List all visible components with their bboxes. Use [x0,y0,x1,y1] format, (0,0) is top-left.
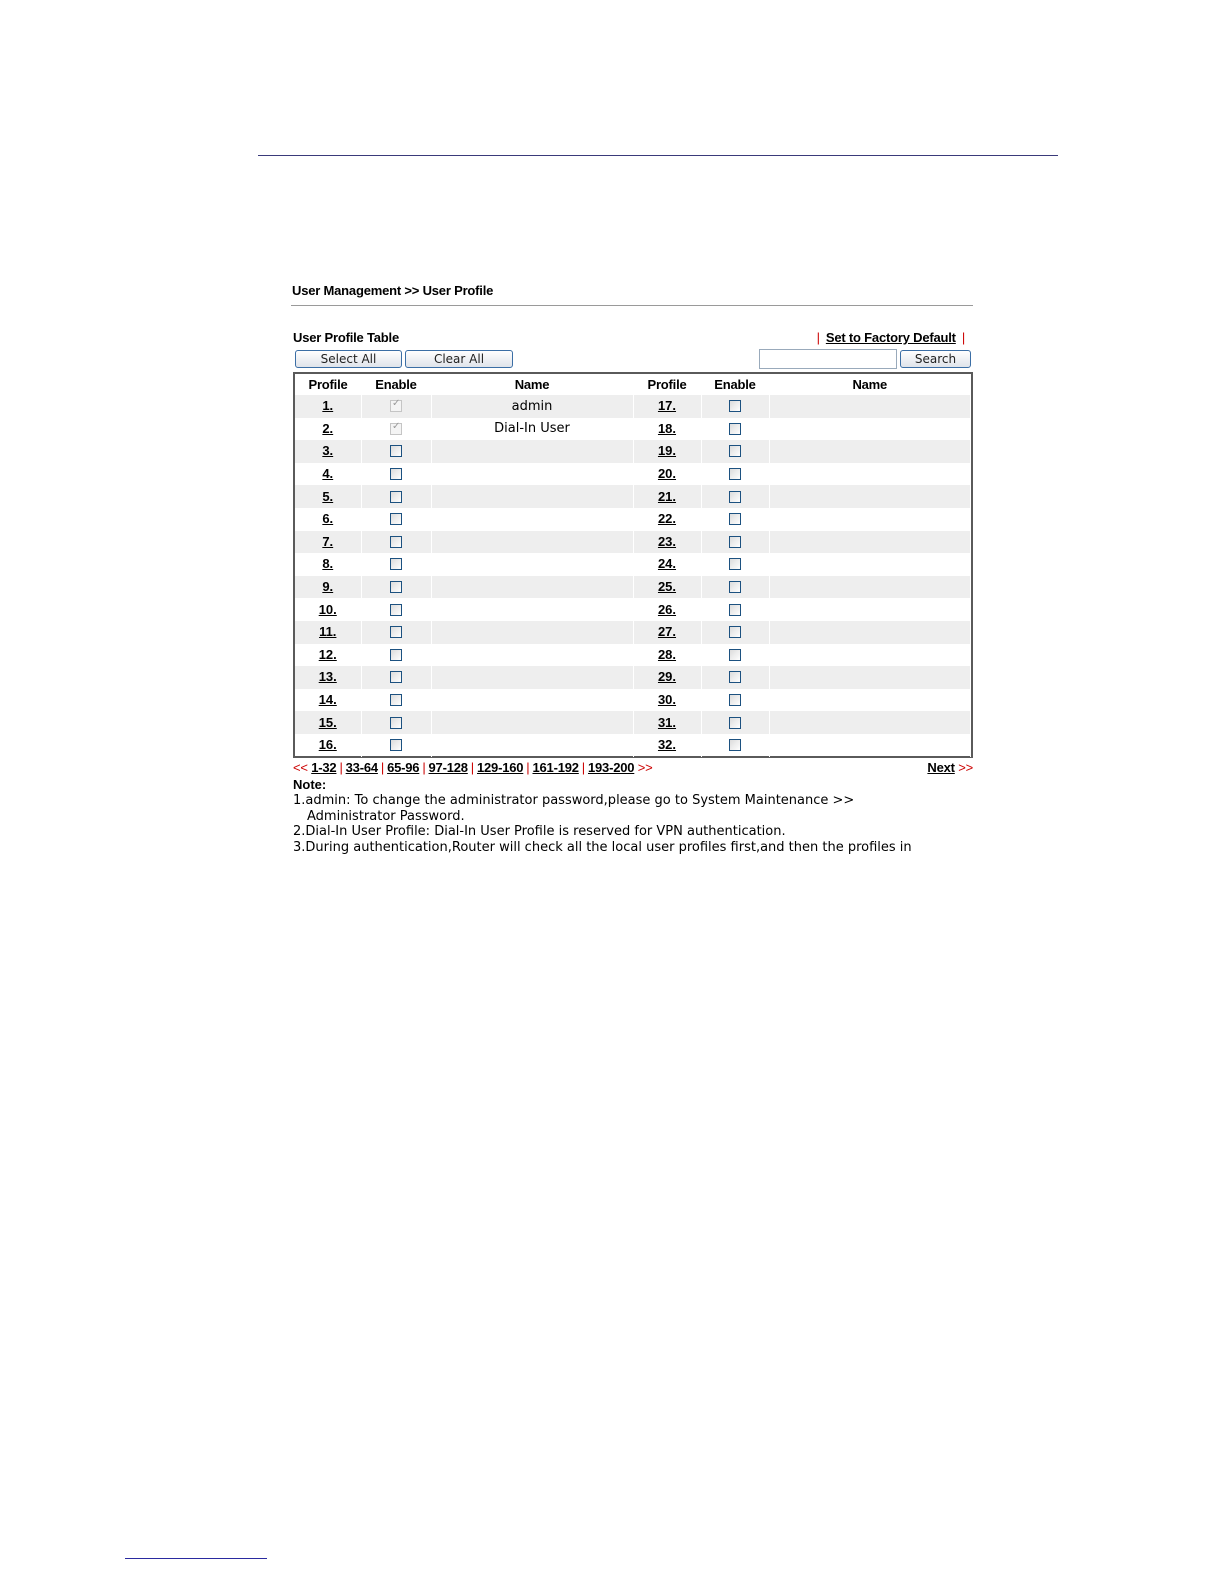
profile-link[interactable]: 31. [657,714,677,730]
breadcrumb: User Management >> User Profile [292,283,494,298]
table-row [295,531,971,554]
note-heading: Note: [293,777,327,792]
table-row [295,395,971,418]
profile-link[interactable]: 9. [322,579,334,595]
pager-prev-arrow: << [293,760,308,775]
note-line: 1.admin: To change the administrator password,please go to System Maintenance >> [293,793,855,808]
profile-index-cell [295,508,361,531]
profile-link[interactable]: 20. [657,466,677,482]
factory-default-area [811,330,971,345]
enable-cell [701,711,769,734]
separator: | [961,330,965,345]
enable-cell [701,531,769,554]
table-row [295,711,971,734]
profile-index-cell [295,621,361,644]
profile-index-cell [295,531,361,554]
profile-name-cell [431,689,633,712]
profile-link[interactable]: 29. [657,669,677,685]
profile-name-cell [769,734,971,757]
profile-link[interactable]: 15. [318,714,337,730]
table-row [295,440,971,463]
select-all-button[interactable]: Select All [295,350,402,368]
profile-name-cell [431,711,633,734]
enable-checkbox[interactable] [729,445,741,457]
profile-name-cell [769,418,971,441]
enable-cell [361,644,431,667]
page-link[interactable]: 1-32 [311,760,337,775]
profile-link[interactable]: 5. [322,488,334,504]
profile-index-cell [633,508,701,531]
enable-cell [361,689,431,712]
profile-index-cell [295,553,361,576]
profile-link[interactable]: 12. [318,646,337,662]
profile-link[interactable]: 32. [657,737,677,753]
profile-index-cell [633,440,701,463]
enable-cell [361,734,431,757]
enable-checkbox[interactable] [390,694,402,706]
enable-checkbox [390,400,402,412]
profile-link[interactable]: 4. [322,466,334,482]
table-row [295,621,971,644]
profile-index-cell [633,644,701,667]
enable-checkbox[interactable] [729,717,741,729]
profile-link[interactable]: 18. [657,420,677,436]
enable-cell [361,508,431,531]
profile-link[interactable]: 17. [657,398,677,414]
profile-link[interactable]: 30. [657,692,677,708]
enable-checkbox[interactable] [729,468,741,480]
enable-checkbox[interactable] [390,445,402,457]
table-row [295,508,971,531]
profile-name-cell: Dial-In User [431,418,633,441]
profile-index-cell [633,734,701,757]
profile-index-cell [633,711,701,734]
profile-index-cell [295,689,361,712]
profile-link[interactable]: 3. [322,443,334,459]
profile-index-cell [633,395,701,418]
profile-index-cell [633,531,701,554]
enable-cell [361,418,431,441]
profile-name-cell [431,440,633,463]
enable-checkbox[interactable] [729,536,741,548]
column-header-enable: Enable [714,377,756,392]
enable-checkbox[interactable] [390,558,402,570]
clear-all-button[interactable]: Clear All [405,350,513,368]
enable-checkbox[interactable] [729,513,741,525]
profile-index-cell [295,440,361,463]
enable-cell [701,689,769,712]
enable-cell [701,508,769,531]
table-header-row [295,374,971,395]
enable-cell [361,711,431,734]
separator: | [816,330,820,345]
search-button[interactable]: Search [900,350,971,368]
profile-link[interactable]: 8. [322,556,334,572]
profile-name-cell [431,644,633,667]
enable-checkbox[interactable] [390,581,402,593]
page-link[interactable]: 65-96 [387,760,420,775]
profile-link[interactable]: 6. [322,511,334,527]
note-line: 3.During authentication,Router will check all the local user profiles first,and then the profiles in [293,839,912,855]
profile-link[interactable]: 2. [322,420,334,436]
column-header-profile: Profile [647,377,687,392]
profile-link[interactable]: 22. [657,511,677,527]
enable-cell [361,485,431,508]
enable-checkbox[interactable] [390,513,402,525]
profile-index-cell [633,485,701,508]
column-header-profile: Profile [308,377,348,392]
note-line: Administrator Password. [307,808,465,824]
enable-cell [701,576,769,599]
enable-checkbox[interactable] [390,739,402,751]
page-link[interactable]: 161-192 [532,760,579,775]
profile-index-cell [295,598,361,621]
profile-index-cell [633,553,701,576]
next-page-link[interactable]: Next [927,760,955,775]
profile-name-cell [769,711,971,734]
profile-name-cell [431,621,633,644]
profile-link[interactable]: 16. [318,737,337,753]
profile-name-cell [769,463,971,486]
enable-cell [361,621,431,644]
profile-index-cell [295,395,361,418]
profile-link[interactable]: 11. [319,624,337,640]
page-link[interactable]: 193-200 [587,760,635,775]
enable-checkbox[interactable] [729,671,741,683]
pagination: << 1-32 | 33-64 | 65-96 | 97-128 | 129-160 | 161-192 | 193-200 >> Next >> [293,760,973,775]
pager-more-arrow: >> [637,760,653,775]
page-link[interactable]: 97-128 [428,760,468,775]
enable-checkbox[interactable] [390,671,402,683]
profile-index-cell [295,463,361,486]
factory-default-link[interactable]: Set to Factory Default [825,330,956,345]
enable-cell [361,666,431,689]
enable-cell [701,666,769,689]
enable-checkbox[interactable] [729,423,741,435]
profile-name-cell [769,689,971,712]
profile-link[interactable]: 26. [657,601,677,617]
enable-cell [701,485,769,508]
profile-index-cell [633,689,701,712]
table-row [295,689,971,712]
profile-index-cell [295,644,361,667]
profile-name-cell [431,666,633,689]
profile-link[interactable]: 14. [318,692,337,708]
enable-checkbox[interactable] [729,400,741,412]
profile-index-cell [295,666,361,689]
profile-name-cell [769,621,971,644]
enable-cell [361,440,431,463]
table-row [295,553,971,576]
table-title: User Profile Table [293,330,399,345]
profile-name-cell [769,666,971,689]
table-row [295,485,971,508]
table-row [295,463,971,486]
profile-index-cell [633,463,701,486]
profile-name-cell [769,576,971,599]
enable-cell [701,598,769,621]
profile-name-cell [431,485,633,508]
column-header-name: Name [514,377,550,392]
search-input[interactable] [759,349,897,369]
column-header-enable: Enable [375,377,417,392]
profile-name-cell [769,644,971,667]
profile-index-cell [295,711,361,734]
enable-cell [701,553,769,576]
profile-name-cell [431,531,633,554]
profile-name-cell: admin [431,395,633,418]
profile-index-cell [295,485,361,508]
enable-checkbox[interactable] [729,626,741,638]
enable-checkbox[interactable] [390,491,402,503]
enable-cell [701,440,769,463]
profile-name-cell [431,598,633,621]
page-link[interactable]: 33-64 [345,760,378,775]
enable-cell [701,734,769,757]
enable-checkbox[interactable] [729,739,741,751]
page-link[interactable]: 129-160 [476,760,524,775]
profile-name-cell [769,598,971,621]
enable-checkbox[interactable] [729,604,741,616]
profile-name-cell [769,531,971,554]
enable-cell [701,463,769,486]
profile-link[interactable]: 13. [318,669,337,685]
enable-cell [701,395,769,418]
profile-link[interactable]: 25. [657,579,677,595]
profile-name-cell [769,553,971,576]
profile-link[interactable]: 24. [657,556,677,572]
profile-link[interactable]: 19. [657,443,677,459]
profile-link[interactable]: 1. [322,398,334,414]
table-row [295,734,971,757]
enable-checkbox[interactable] [729,694,741,706]
table-row [295,418,971,441]
profile-name-cell [431,734,633,757]
profile-name-cell [431,463,633,486]
enable-cell [361,598,431,621]
user-profile-panel [291,283,975,863]
profile-name-cell [769,485,971,508]
profile-name-cell [769,395,971,418]
table-row [295,576,971,599]
enable-checkbox[interactable] [390,604,402,616]
profile-link[interactable]: 10. [318,601,337,617]
enable-cell [701,644,769,667]
enable-cell [701,621,769,644]
enable-cell [361,553,431,576]
profile-index-cell [633,576,701,599]
profile-index-cell [633,666,701,689]
enable-checkbox[interactable] [729,558,741,570]
profile-name-cell [431,553,633,576]
enable-checkbox[interactable] [390,536,402,548]
profile-index-cell [295,734,361,757]
profile-index-cell [295,418,361,441]
profile-index-cell [633,598,701,621]
breadcrumb-divider [291,305,973,306]
enable-checkbox[interactable] [390,649,402,661]
column-header-name: Name [852,377,888,392]
note-line: 2.Dial-In User Profile: Dial-In User Profile is reserved for VPN authentication. [293,824,786,839]
enable-cell [701,418,769,441]
table-row [295,598,971,621]
profile-index-cell [633,621,701,644]
profile-link[interactable]: 27. [657,624,677,640]
profile-index-cell [295,576,361,599]
enable-checkbox [390,423,402,435]
enable-checkbox[interactable] [390,626,402,638]
enable-checkbox[interactable] [390,468,402,480]
enable-cell [361,395,431,418]
table-row [295,666,971,689]
enable-checkbox[interactable] [729,491,741,503]
profile-link[interactable]: 28. [657,646,677,662]
profile-name-cell [769,508,971,531]
notes [293,793,973,855]
profile-index-cell [633,418,701,441]
enable-checkbox[interactable] [729,649,741,661]
profile-name-cell [431,576,633,599]
enable-cell [361,463,431,486]
profile-name-cell [769,440,971,463]
profile-link[interactable]: 23. [657,533,677,549]
profile-link[interactable]: 7. [322,533,334,549]
next-arrow: >> [958,760,973,775]
enable-cell [361,576,431,599]
table-row [295,644,971,667]
enable-checkbox[interactable] [390,717,402,729]
footnote-rule [125,1558,267,1559]
enable-checkbox[interactable] [729,581,741,593]
enable-cell [361,531,431,554]
pager-next [927,760,973,775]
profile-link[interactable]: 21. [657,488,677,504]
header-rule [258,155,1058,156]
profile-name-cell [431,508,633,531]
user-profile-table [293,372,973,758]
